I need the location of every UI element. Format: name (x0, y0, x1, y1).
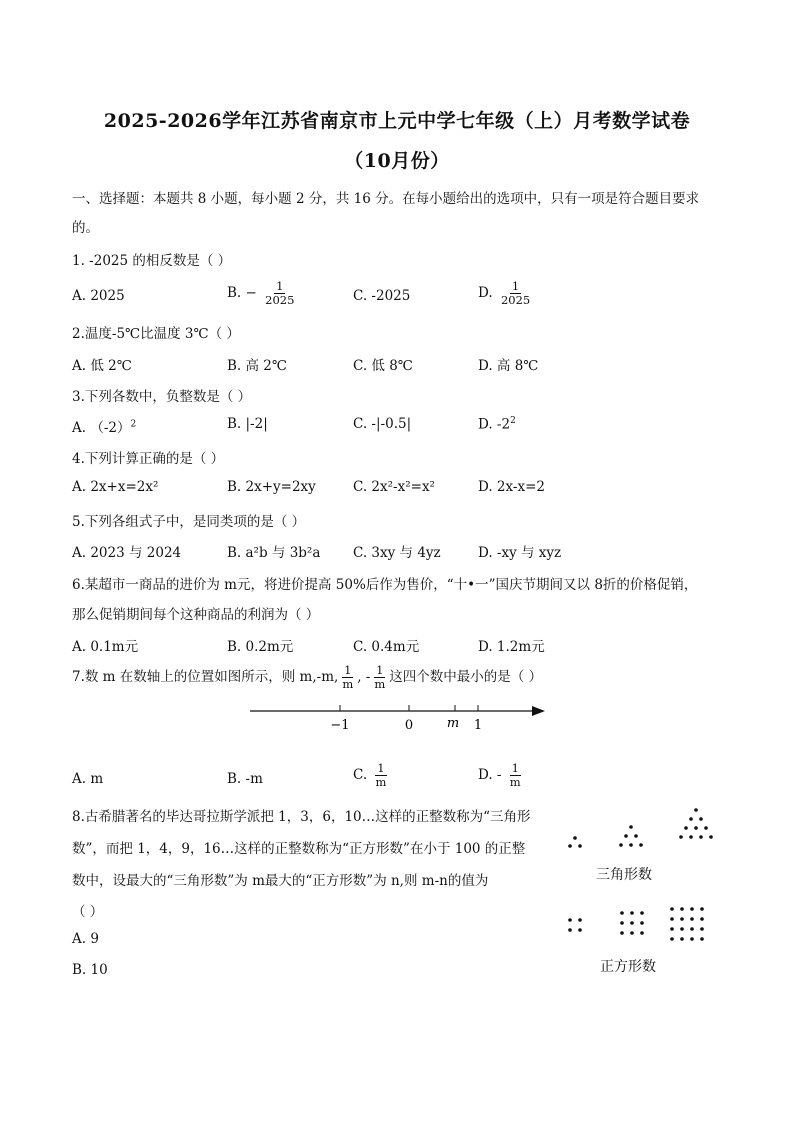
triangle-dots-10 (679, 808, 713, 839)
q3-option-a: A. $(-2)^2$ (72, 419, 137, 436)
q4-option-c: C. 2x²-x²=x² (353, 479, 435, 495)
q7-stem-fraction: $\frac{1}{m}$ (342, 663, 354, 692)
q7-stem-fraction-2: $\frac{1}{m}$ (374, 663, 386, 692)
triangle-dots-6 (619, 825, 643, 847)
q4-option-a: A. 2x+x=2x² (72, 479, 159, 495)
q8-stem-cont-2: 数中，设最大的“三角形数”为 m最大的“正方形数”为 n,则 m-n的值为 (72, 873, 489, 889)
axis-label-m: m (446, 716, 460, 731)
q7-option-b: B. -m (227, 771, 263, 787)
q5-stem: 5.下列各组式子中，是同类项的是（ ） (72, 514, 306, 530)
q8-option-b: B. 10 (72, 962, 108, 978)
axis-label-one: 1 (473, 718, 483, 733)
square-dots-16 (670, 907, 704, 941)
q4-option-b: B. 2x+y=2xy (227, 479, 316, 495)
q1-option-c: C. -2025 (353, 288, 411, 304)
q1-stem: 1. -2025 的相反数是（ ） (72, 253, 232, 269)
arrow-right-icon (532, 706, 545, 716)
q4-option-d: D. 2x-x=2 (478, 479, 545, 495)
triangle-dots-3 (568, 836, 582, 848)
q8-stem: 8.古希腊著名的毕达哥拉斯学派把 1，3，6，10…这样的正整数称为“三角形 (72, 809, 531, 825)
q1-d-fraction: $\frac{1}{2025}$ (500, 279, 531, 308)
q7-option-c: C. $\frac{1}{m}$ (353, 761, 387, 790)
axis-label-neg1: −1 (330, 718, 350, 733)
q6-stem-cont: 那么促销期间每个这种商品的利润为（ ） (72, 607, 320, 623)
square-numbers-caption: 正方形数 (600, 959, 656, 975)
q3-option-c: C. -|-0.5| (353, 416, 412, 432)
q3-option-d: D. $-2^2$ (478, 416, 516, 433)
q5-option-d: D. -xy 与 xyz (478, 545, 562, 561)
q1-option-b: B. − $\frac{1}{2025}$ (227, 279, 295, 308)
q2-stem: 2.温度-5℃比温度 3℃（ ） (72, 326, 240, 342)
q2-option-b: B. 高 2℃ (227, 358, 287, 374)
q1-b-fraction: $\frac{1}{2025}$ (265, 279, 295, 308)
q1-option-a: A. 2025 (72, 288, 125, 304)
number-line-figure (245, 698, 555, 738)
section-instruction-cont: 的。 (72, 220, 99, 236)
q7-option-d: D. - $\frac{1}{m}$ (478, 761, 521, 790)
q8-stem-cont-3: （ ） (72, 904, 104, 920)
q7-stem: 7.数 m 在数轴上的位置如图所示，则 m,-m, $\frac{1}{m}$ , - $\frac{1}{m}$ 这四个数中最小的是（ ） (72, 663, 543, 692)
q2-option-c: C. 低 8℃ (353, 358, 413, 374)
q6-option-b: B. 0.2m元 (227, 639, 294, 655)
q5-option-a: A. 2023 与 2024 (72, 545, 182, 561)
q6-option-d: D. 1.2m元 (478, 639, 545, 655)
q6-option-a: A. 0.1m元 (72, 639, 139, 655)
q4-stem: 4.下列计算正确的是（ ） (72, 451, 225, 467)
square-numbers-figure (560, 903, 730, 953)
square-dots-4 (568, 918, 582, 932)
triangular-numbers-caption: 三角形数 (596, 867, 652, 883)
q6-stem: 6.某超市一商品的进价为 m元，将进价提高 50%后作为售价，“十•一”国庆节期间又以 8折的价格促销， (72, 577, 698, 593)
q8-stem-cont: 数”，而把 1，4，9，16…这样的正整数称为“正方形数”在小于 100 的正整 (72, 841, 526, 857)
q7-option-a: A. m (72, 771, 104, 787)
q8-option-a: A. 9 (72, 931, 99, 947)
square-dots-9 (620, 911, 644, 935)
q2-option-a: A. 低 2℃ (72, 358, 132, 374)
q3-stem: 3.下列各数中，负整数是（ ） (72, 389, 252, 405)
q3-option-b: B. |-2| (227, 416, 268, 432)
q1-option-d: D. $\frac{1}{2025}$ (478, 279, 531, 308)
q5-option-b: B. a²b 与 3b²a (227, 545, 321, 561)
axis-label-zero: 0 (404, 718, 414, 733)
q5-option-c: C. 3xy 与 4yz (353, 545, 441, 561)
q6-option-c: C. 0.4m元 (353, 639, 420, 655)
section-instruction: 一、选择题：本题共 8 小题，每小题 2 分，共 16 分。在每小题给出的选项中，只有一项是符合题目要求 (72, 191, 700, 207)
triangular-numbers-figure (560, 805, 730, 855)
page-title: 2025-2026学年江苏省南京市上元中学七年级（上）月考数学试卷 (103, 110, 691, 132)
q2-option-d: D. 高 8℃ (478, 358, 539, 374)
page-subtitle: （10月份） (344, 150, 450, 172)
